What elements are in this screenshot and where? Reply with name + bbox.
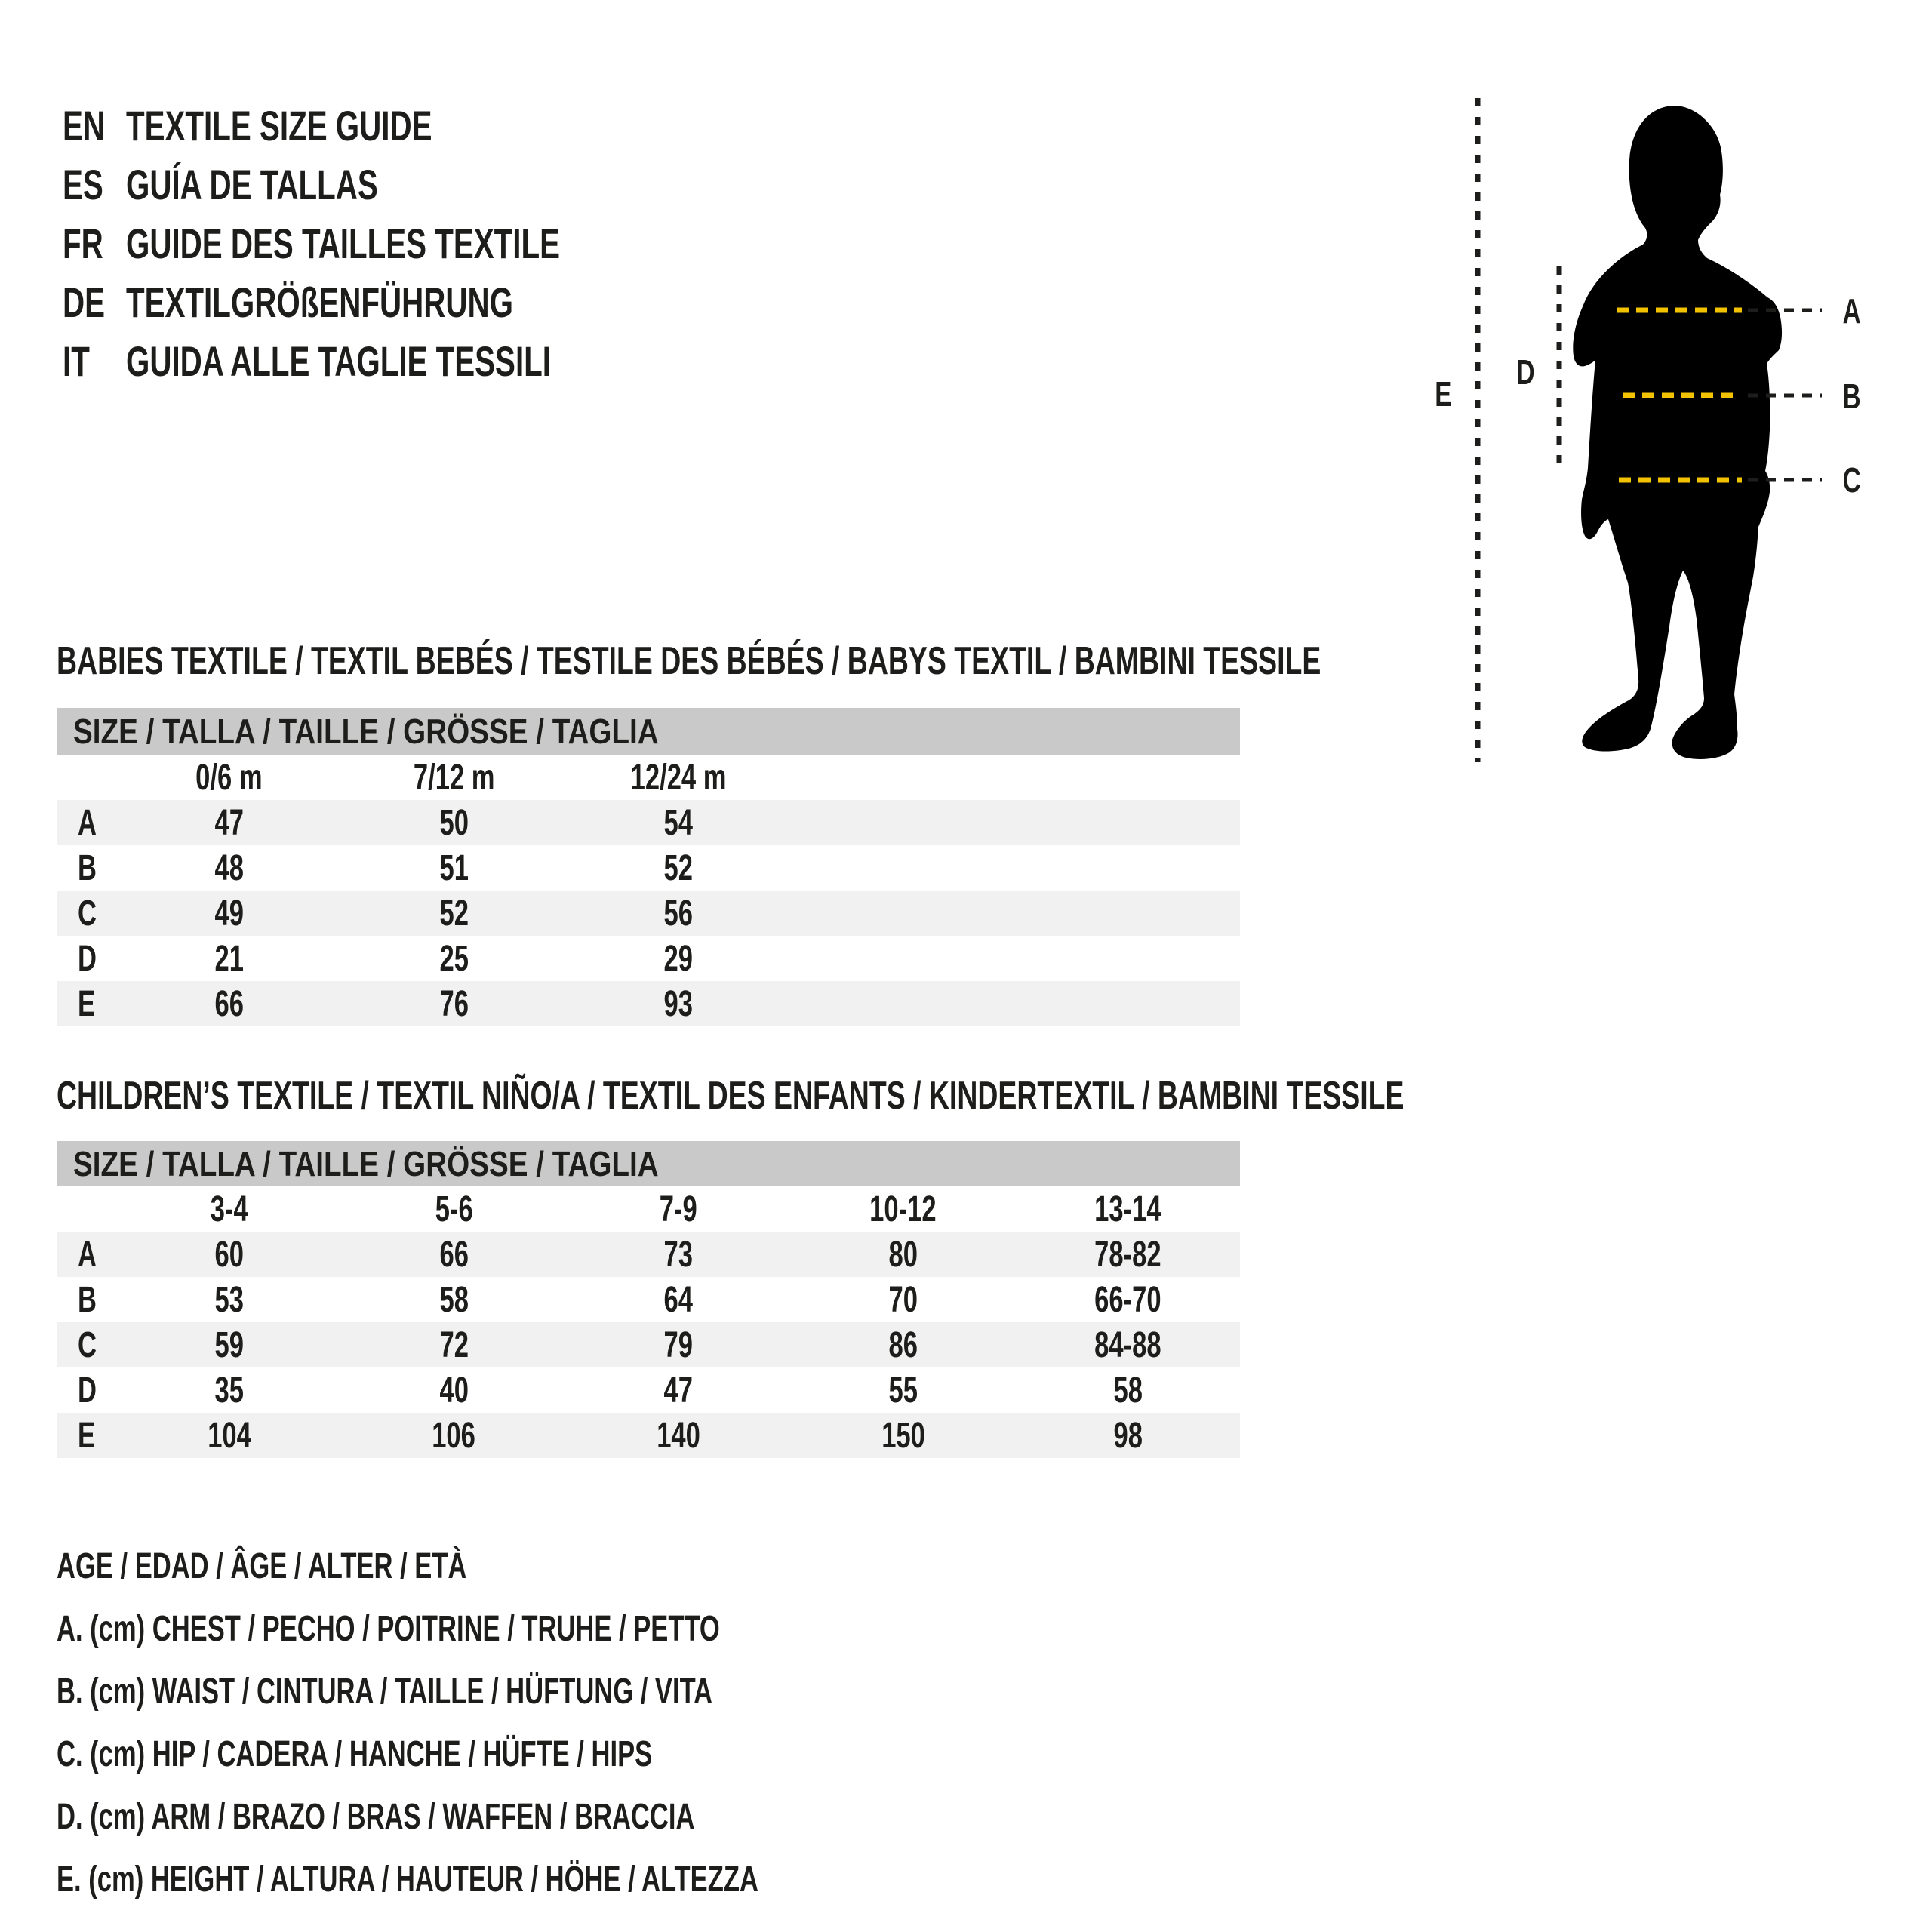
size-value-cell: 93 <box>663 983 694 1024</box>
table-row <box>57 1232 1240 1277</box>
column-header: 10-12 <box>869 1189 937 1229</box>
size-value-cell-empty <box>791 891 1016 936</box>
figure-label-d: D <box>1517 352 1535 392</box>
children-column-header-row <box>57 1186 1240 1232</box>
children-size-bar <box>57 1141 1240 1186</box>
corner-cell <box>57 1186 117 1232</box>
size-value-cell: 55 <box>888 1370 918 1411</box>
size-value-cell: 150 <box>881 1415 925 1456</box>
column-header: 7/12 m <box>413 757 495 798</box>
size-value-cell-empty <box>1015 936 1240 981</box>
size-value-cell: 29 <box>663 938 694 979</box>
children-size-table <box>57 1141 1240 1458</box>
size-value-cell: 70 <box>888 1279 918 1320</box>
babies-size-bar-label: SIZE / TALLA / TAILLE / GRÖSSE / TAGLIA <box>73 712 659 751</box>
children-size-bar-label: SIZE / TALLA / TAILLE / GRÖSSE / TAGLIA <box>73 1144 659 1183</box>
column-header: 7-9 <box>660 1189 697 1229</box>
size-value-cell: 76 <box>439 983 469 1024</box>
size-value-cell-empty <box>791 936 1016 981</box>
size-value-cell-empty <box>1015 800 1240 845</box>
column-header: 12/24 m <box>630 757 727 798</box>
size-value-cell: 66-70 <box>1094 1279 1161 1320</box>
column-header: 13-14 <box>1094 1189 1161 1229</box>
size-value-cell: 80 <box>888 1234 918 1275</box>
figure-label-b: B <box>1843 377 1861 416</box>
table-row <box>57 1367 1240 1413</box>
size-value-cell: 49 <box>214 893 245 934</box>
language-title: GUIDE DES TAILLES TEXTILE <box>126 219 560 267</box>
size-value-cell: 86 <box>888 1324 918 1365</box>
figure-label-c: C <box>1843 460 1861 500</box>
language-title: GUIDA ALLE TAGLIE TESSILI <box>126 337 551 385</box>
size-value-cell: 56 <box>663 893 694 934</box>
size-value-cell: 66 <box>439 1234 469 1275</box>
size-value-cell: 140 <box>657 1415 700 1456</box>
size-value-cell: 47 <box>214 802 245 843</box>
size-value-cell: 48 <box>214 848 245 888</box>
language-code: FR <box>63 219 103 267</box>
babies-size-table <box>57 708 1240 1026</box>
size-value-cell-empty <box>791 845 1016 891</box>
table-row <box>57 936 1240 981</box>
size-value-cell: 66 <box>214 983 245 1024</box>
table-row <box>57 1322 1240 1367</box>
size-value-cell-empty <box>1015 981 1240 1026</box>
language-code: IT <box>63 337 90 385</box>
size-value-cell: 53 <box>214 1279 245 1320</box>
row-label-cell: A <box>78 1234 97 1275</box>
children-section-heading <box>57 1072 1928 1119</box>
size-value-cell: 98 <box>1112 1415 1143 1456</box>
size-value-cell: 58 <box>439 1279 469 1320</box>
size-value-cell: 72 <box>439 1324 469 1365</box>
child-silhouette-icon <box>1434 60 1902 800</box>
figure-label-a: A <box>1843 291 1861 331</box>
column-header: 0/6 m <box>195 757 263 798</box>
table-row <box>57 891 1240 936</box>
table-row <box>57 800 1240 845</box>
column-header-empty <box>791 755 1016 800</box>
table-row <box>57 981 1240 1026</box>
legend-line-waist: B. (cm) WAIST / CINTURA / TAILLE / HÜFTUNG / VITA <box>57 1671 713 1712</box>
column-header: 3-4 <box>210 1189 248 1229</box>
language-code: EN <box>63 101 106 149</box>
babies-column-header-row <box>57 755 1240 800</box>
row-label-cell: B <box>78 1279 97 1320</box>
children-heading-text: CHILDREN’S TEXTILE / TEXTIL NIÑO/A / TEXTIL DES ENFANTS / KINDERTEXTIL / BAMBINI TESSILE <box>57 1074 1404 1118</box>
row-label-cell: D <box>78 938 97 979</box>
size-value-cell: 50 <box>439 802 469 843</box>
row-label-cell: B <box>78 848 97 888</box>
size-value-cell: 104 <box>207 1415 251 1456</box>
size-value-cell: 84-88 <box>1094 1324 1161 1365</box>
language-code: DE <box>63 278 106 326</box>
size-value-cell: 40 <box>439 1370 469 1411</box>
row-label-cell: C <box>78 893 97 934</box>
size-value-cell: 59 <box>214 1324 245 1365</box>
legend-line-height: E. (cm) HEIGHT / ALTURA / HAUTEUR / HÖHE / ALTEZZA <box>57 1859 758 1900</box>
size-value-cell: 73 <box>663 1234 694 1275</box>
table-row <box>57 845 1240 891</box>
language-title: TEXTILGRÖßENFÜHRUNG <box>126 278 513 326</box>
row-label-cell: D <box>78 1370 97 1411</box>
size-value-cell: 60 <box>214 1234 245 1275</box>
size-value-cell: 52 <box>663 848 694 888</box>
size-value-cell: 79 <box>663 1324 694 1365</box>
babies-heading-text: BABIES TEXTILE / TEXTIL BEBÉS / TESTILE DES BÉBÉS / BABYS TEXTIL / BAMBINI TESSILE <box>57 639 1321 683</box>
corner-cell <box>57 755 117 800</box>
size-value-cell: 58 <box>1112 1370 1143 1411</box>
row-label-cell: E <box>78 983 96 1024</box>
legend-line-hip: C. (cm) HIP / CADERA / HANCHE / HÜFTE / HIPS <box>57 1734 653 1774</box>
size-value-cell: 47 <box>663 1370 694 1411</box>
language-code: ES <box>63 160 103 208</box>
size-value-cell: 106 <box>432 1415 476 1456</box>
legend-line-arm: D. (cm) ARM / BRAZO / BRAS / WAFFEN / BRACCIA <box>57 1796 695 1837</box>
size-value-cell-empty <box>1015 845 1240 891</box>
row-label-cell: A <box>78 802 97 843</box>
figure-label-e: E <box>1434 374 1452 414</box>
size-value-cell: 51 <box>439 848 469 888</box>
babies-section-heading <box>57 638 1813 685</box>
size-value-cell: 52 <box>439 893 469 934</box>
row-label-cell: E <box>78 1415 96 1456</box>
babies-size-bar <box>57 708 1240 755</box>
row-label-cell: C <box>78 1324 97 1365</box>
column-header-empty <box>1015 755 1240 800</box>
size-value-cell: 78-82 <box>1094 1234 1161 1275</box>
size-value-cell: 35 <box>214 1370 245 1411</box>
size-value-cell: 64 <box>663 1279 694 1320</box>
size-value-cell: 54 <box>663 802 694 843</box>
size-value-cell: 25 <box>439 938 469 979</box>
column-header: 5-6 <box>435 1189 473 1229</box>
size-value-cell-empty <box>1015 891 1240 936</box>
table-row <box>57 1413 1240 1458</box>
language-title: TEXTILE SIZE GUIDE <box>126 101 432 149</box>
table-row <box>57 1277 1240 1322</box>
language-title: GUÍA DE TALLAS <box>126 160 378 208</box>
legend-line-age: AGE / EDAD / ÂGE / ALTER / ETÀ <box>57 1546 467 1586</box>
size-value-cell-empty <box>791 800 1016 845</box>
size-value-cell: 21 <box>214 938 245 979</box>
legend-line-chest: A. (cm) CHEST / PECHO / POITRINE / TRUHE / PETTO <box>57 1608 720 1649</box>
size-value-cell-empty <box>791 981 1016 1026</box>
